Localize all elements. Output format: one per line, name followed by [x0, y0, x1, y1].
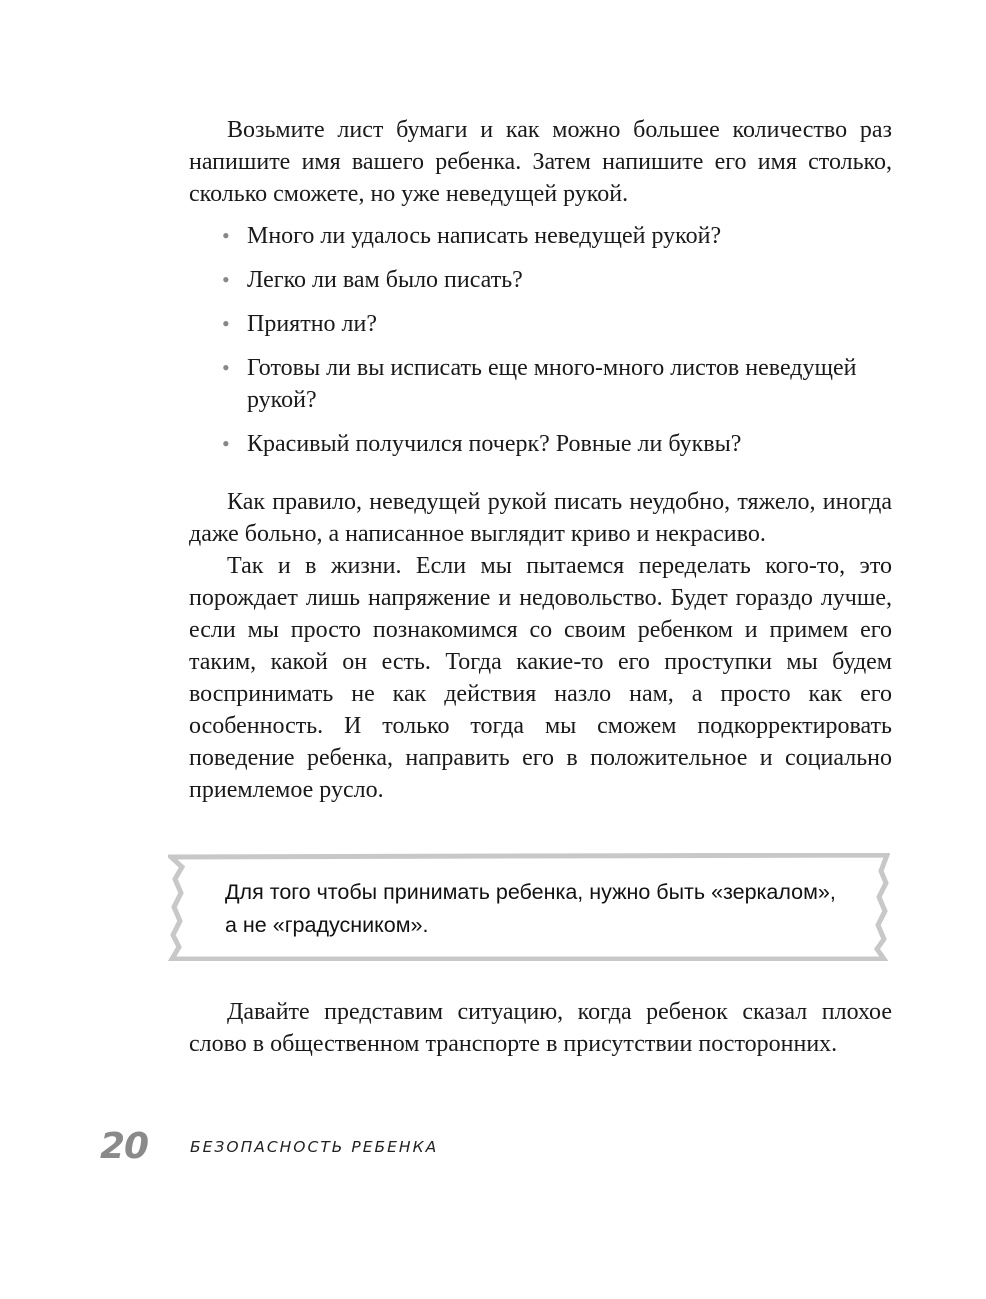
question-text: Много ли удалось написать неведущей рукой?	[247, 223, 722, 249]
main-text	[189, 114, 892, 806]
callout-line-1: Для того чтобы принимать ребенка, нужно быть «зеркалом»,	[225, 880, 836, 904]
list-item	[189, 264, 892, 296]
list-item	[189, 428, 892, 460]
callout-line-2: а не «градусником».	[225, 913, 429, 937]
final-text	[189, 996, 892, 1060]
list-item	[189, 352, 892, 416]
quote-callout	[168, 853, 890, 961]
question-text: Приятно ли?	[247, 311, 378, 337]
bullet-icon: •	[222, 267, 230, 292]
intro-paragraph: Возьмите лист бумаги и как можно большее количество раз напишите имя вашего ребенка. Затем напишите его имя столько, сколько сможете, но уже неведущей рукой.	[189, 117, 892, 207]
question-list	[189, 220, 892, 460]
question-text: Готовы ли вы исписать еще много-много листов неведущей рукой?	[247, 355, 857, 413]
bullet-icon: •	[222, 311, 230, 336]
bullet-icon: •	[222, 355, 230, 380]
bullet-icon: •	[222, 431, 230, 456]
callout-text	[225, 876, 865, 942]
paragraph-3: Так и в жизни. Если мы пытаемся переделать кого-то, это порождает лишь напряжение и недовольство. Будет гораздо лучше, если мы просто познакомимся со своим ребенком и примем его таким, какой он есть. Тогда какие-то его проступки мы будем воспринимать не как действия назло нам, а просто как его особенность. И только тогда мы сможем подкорректировать поведение ребенка, направить его в положительное и социально приемлемое русло.	[189, 553, 892, 803]
bullet-icon: •	[222, 223, 230, 248]
paragraph-2: Как правило, неведущей рукой писать неудобно, тяжело, иногда даже больно, а написанное выглядит криво и некрасиво.	[189, 489, 892, 547]
list-item	[189, 220, 892, 252]
question-text: Красивый получился почерк? Ровные ли буквы?	[247, 431, 742, 457]
final-paragraph: Давайте представим ситуацию, когда ребенок сказал плохое слово в общественном транспорте в присутствии посторонних.	[189, 999, 892, 1057]
running-head: БЕЗОПАСНОСТЬ РЕБЕНКА	[190, 1138, 439, 1156]
list-item	[189, 308, 892, 340]
question-text: Легко ли вам было писать?	[247, 267, 523, 293]
page-number: 20	[100, 1126, 149, 1167]
